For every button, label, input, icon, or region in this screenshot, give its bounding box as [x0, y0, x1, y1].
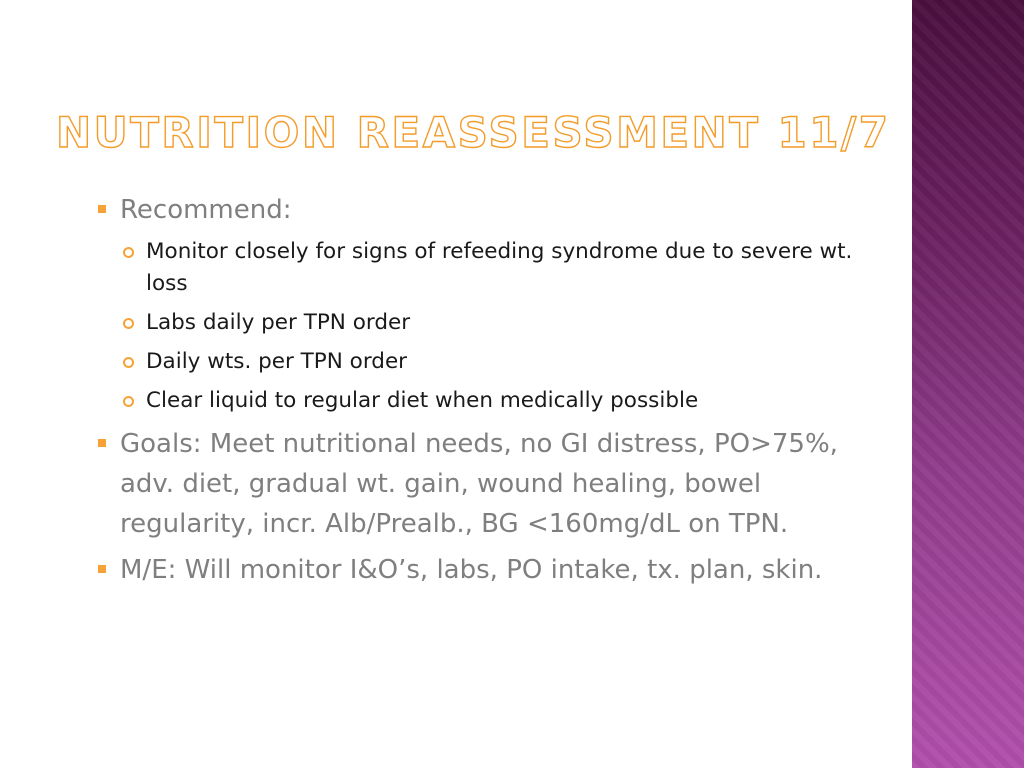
bullet-text: Goals: Meet nutritional needs, no GI distress, PO>75%, adv. diet, gradual wt. gain, wound healing, bowel regularity, incr. Alb/Prealb., BG <160mg/dL on TPN. — [120, 429, 838, 539]
bullet-text: M/E: Will monitor I&O’s, labs, PO intake, tx. plan, skin. — [120, 555, 823, 585]
circle-bullet-icon — [123, 318, 134, 329]
square-bullet-icon — [98, 205, 106, 213]
recommend-sublist — [96, 236, 866, 417]
sub-bullet-text: Daily wts. per TPN order — [146, 349, 408, 374]
sub-bullet-item — [96, 346, 866, 378]
bullet-text: Recommend: — [120, 195, 292, 225]
bullet-item-recommend — [96, 190, 866, 230]
sub-bullet-text: Monitor closely for signs of refeeding syndrome due to severe wt. loss — [146, 239, 853, 296]
bullet-item-goals — [96, 424, 866, 544]
sub-bullet-text: Clear liquid to regular diet when medically possible — [146, 388, 699, 413]
sub-bullet-text: Labs daily per TPN order — [146, 310, 411, 335]
circle-bullet-icon — [123, 396, 134, 407]
circle-bullet-icon — [123, 357, 134, 368]
sub-bullet-item — [96, 385, 866, 417]
decorative-side-band — [912, 0, 1024, 768]
circle-bullet-icon — [123, 247, 134, 258]
sub-bullet-item — [96, 307, 866, 339]
bullet-list — [96, 190, 866, 596]
square-bullet-icon — [98, 565, 106, 573]
slide-title: NUTRITION REASSESSMENT 11/7 — [56, 108, 891, 157]
sub-bullet-item — [96, 236, 866, 300]
bullet-item-monitoring-evaluation — [96, 550, 866, 590]
square-bullet-icon — [98, 439, 106, 447]
